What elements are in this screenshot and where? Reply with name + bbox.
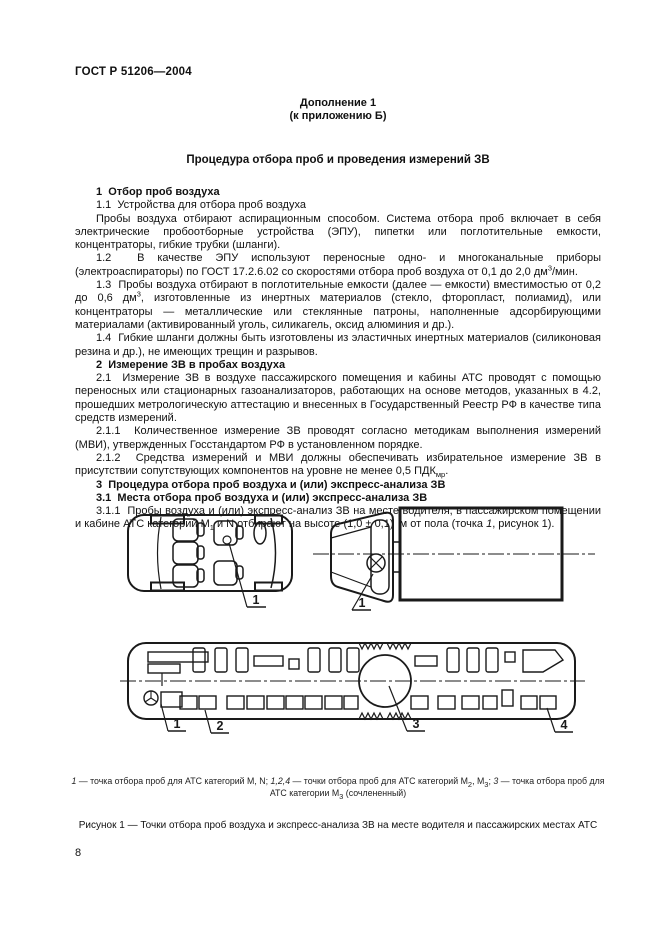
section-heading: 2 Измерение ЗВ в пробах воздуха [96,358,286,371]
section-heading: 1 Отбор проб воздуха [96,186,220,198]
paragraph: 1.2 В качестве ЭПУ используют переносные одно- и многоканальные приборы (электроаспираторы) по ГОСТ 17.2.6.02 со скоростями отбора проб воздуха от 0,1 до 2,0 $дм^3$/мин. [75,252,601,278]
figure-1 [75,500,601,768]
bus-point-label-3: 3 [412,717,420,731]
paragraph: 2.1 Измерение ЗВ в воздухе пассажирского помещения и кабины АТС проводят с помощью переносных или стационарных газоанализаторов, работающих на основе методов, указанных в 4.2, прошедших метрологическую аттестацию и внесенных в Государственный Реестр РФ в качестве типа средств измерений. [75,372,601,425]
paragraph: 1.1 Устройства для отбора проб воздуха [96,199,306,212]
bus-point-label-1: 1 [173,717,181,731]
figure-car-top-view [128,515,292,607]
figure-caption: 1 — точка отбора проб для АТС категорий М, N; 1,2,4 — точки отбора проб для АТС категорий $М_2$, $М_3$; 3 — точка отбора проб для АТС категории $М_3$ (сочлененный) [71,776,605,801]
figure-bus-top-view [120,643,585,733]
truck-point-label: 1 [358,596,366,610]
page-title: Процедура отбора проб и проведения измерений ЗВ [186,154,490,166]
paragraph: 1.4 Гибкие шланги должны быть изготовлены из эластичных инертных материалов (силиконовая резина и др.), не имеющих трещин и разрывов. [75,332,601,358]
standard-code: ГОСТ Р 51206—2004 [75,66,192,78]
bus-point-label-2: 2 [216,719,224,733]
paragraph: Пробы воздуха отбирают аспирационным способом. Система отбора проб включает в себя электрические пробоотборные устройства (ЭПУ), пипетки или поглотительные емкости, концентраторы, гибкие трубки (шланги). [75,212,601,252]
section-heading: 3.1 Места отбора проб воздуха и (или) экспресс-анализа ЗВ [96,491,428,504]
paragraph: 2.1.1 Количественное измерение ЗВ проводят согласно методикам выполнения измерений (МВИ), утвержденных Госстандартом РФ в установленном порядке. [75,425,601,451]
body-text [75,186,601,532]
supplement-line: Дополнение 1 [299,97,377,109]
figure-1-drawing [75,500,601,768]
page-number: 8 [75,847,82,859]
figure-truck-top-view [313,508,595,610]
figure-title: Рисунок 1 — Точки отбора проб воздуха и экспресс-анализа ЗВ на месте водителя и пассажирских местах АТС [78,820,598,831]
paragraph: 1.3 Пробы воздуха отбирают в поглотительные емкости (далее — емкости) вместимостью от 0,2 до 0,6 $дм^3$, изготовленные из инертных материалов (стекло, фторопласт, полиамид), или концентраторы — металлические или стеклянные патроны, наполненные адсорбирующими материалами (активированный уголь, силикагель, оксид алюминия и др.). [75,279,602,331]
supplement-block [75,97,601,123]
car-point-label: 1 [252,593,260,607]
section-heading: 3 Процедура отбора проб воздуха и (или) экспресс-анализа ЗВ [96,478,446,491]
supplement-annex-ref: (к приложению Б) [289,110,387,122]
paragraph: 2.1.2 Средства измерений и МВИ должны обеспечивать избирательное измерение ЗВ в присутствии сопутствующих компонентов на уровне не менее 0,5 $ПДК_{мр}$. [75,451,601,480]
bus-point-label-4: 4 [560,718,568,732]
paragraph: 3.1.1 Пробы воздуха и (или) экспресс-анализ ЗВ на месте водителя, в пассажирском помещении и кабине АТС категорий $М_1$ и N отбирают на высоте (1,0 ± 0,1) м от пола (точка 1, рисунок 1). [75,505,601,533]
